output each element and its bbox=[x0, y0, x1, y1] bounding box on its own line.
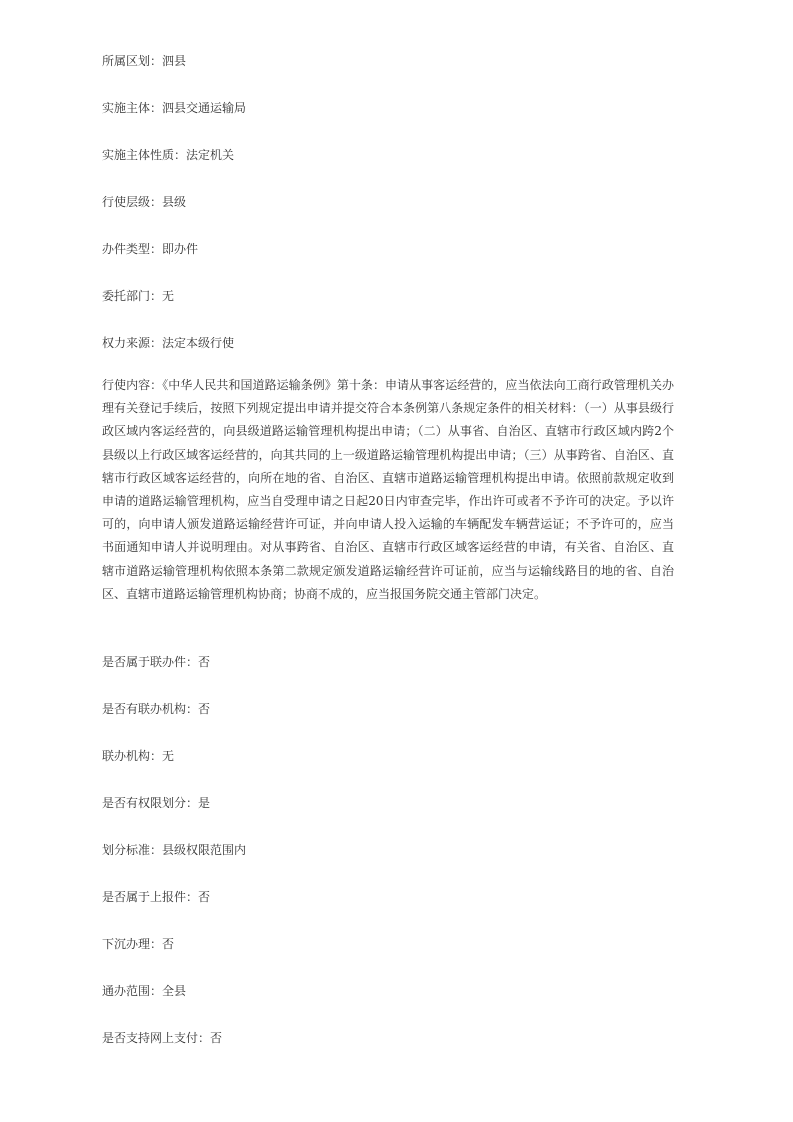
field-label: 联办机构： bbox=[102, 749, 163, 763]
field-label: 所属区划： bbox=[102, 54, 163, 68]
field-report-case bbox=[102, 889, 210, 905]
field-label: 是否有权限划分： bbox=[102, 796, 199, 810]
field-value: 是 bbox=[198, 796, 211, 810]
field-division-standard bbox=[102, 842, 246, 858]
field-implementing-body bbox=[102, 100, 246, 116]
field-value: 无 bbox=[162, 749, 175, 763]
field-label: 划分标准： bbox=[102, 843, 163, 857]
field-label: 行使层级： bbox=[102, 195, 163, 209]
field-label: 是否属于联办件： bbox=[102, 655, 199, 669]
field-label: 是否属于上报件： bbox=[102, 890, 199, 904]
field-value: 否 bbox=[162, 937, 175, 951]
field-case-type bbox=[102, 241, 198, 257]
field-label: 通办范围： bbox=[102, 984, 163, 998]
field-online-payment bbox=[102, 1030, 222, 1046]
field-label: 办件类型： bbox=[102, 242, 163, 256]
field-value: 全县 bbox=[162, 984, 187, 998]
field-label: 是否支持网上支付： bbox=[102, 1031, 211, 1045]
field-value: 泗县交通运输局 bbox=[162, 101, 247, 115]
field-has-joint-org bbox=[102, 701, 210, 717]
field-value: 否 bbox=[198, 702, 211, 716]
field-value: 即办件 bbox=[162, 242, 199, 256]
field-joint-case bbox=[102, 654, 210, 670]
field-label: 权力来源： bbox=[102, 336, 163, 350]
field-value: 否 bbox=[210, 1031, 223, 1045]
exercise-content-paragraph bbox=[102, 374, 674, 606]
field-value: 否 bbox=[198, 890, 211, 904]
field-label: 下沉办理： bbox=[102, 937, 163, 951]
field-value: 法定本级行使 bbox=[162, 336, 235, 350]
field-region bbox=[102, 53, 186, 69]
field-value: 无 bbox=[162, 289, 175, 303]
field-level bbox=[102, 194, 186, 210]
field-label: 实施主体： bbox=[102, 101, 163, 115]
field-label: 是否有联办机构： bbox=[102, 702, 199, 716]
field-delegated-handling bbox=[102, 936, 174, 952]
field-value: 县级权限范围内 bbox=[162, 843, 247, 857]
field-authority-division bbox=[102, 795, 210, 811]
field-label: 实施主体性质： bbox=[102, 148, 187, 162]
field-value: 县级 bbox=[162, 195, 187, 209]
field-label: 委托部门： bbox=[102, 289, 163, 303]
content-text: 《中华人民共和国道路运输条例》第十条：申请从事客运经营的，应当依法向工商行政管理机关办理有关登记手续后，按照下列规定提出申请并提交符合本条例第八条规定条件的相关材料：（一）从事县级行政区域内客运经营的，向县级道路运输管理机构提出申请；（二）从事省、自治区、直辖市行政区域内跨2个县级以上行政区域客运经营的，向其共同的上一级道路运输管理机构提出申请；（三）从事跨省、自治区、直辖市行政区域客运经营的，向所在地的省、自治区、直辖市道路运输管理机构提出申请。依照前款规定收到申请的道路运输管理机构，应当自受理申请之日起20日内审查完毕，作出许可或者不予许可的决定。予以许可的，向申请人颁发道路运输经营许可证，并向申请人投入运输的车辆配发车辆营运证；不予许可的，应当书面通知申请人并说明理由。对从事跨省、自治区、直辖市行政区域客运经营的申请，有关省、自治区、直辖市道路运输管理机构依照本条第二款规定颁发道路运输经营许可证前，应当与运输线路目的地的省、自治区、直辖市道路运输管理机构协商；协商不成的，应当报国务院交通主管部门决定。 bbox=[102, 378, 674, 601]
field-value: 法定机关 bbox=[186, 148, 235, 162]
field-value: 泗县 bbox=[162, 54, 187, 68]
field-value: 否 bbox=[198, 655, 211, 669]
field-body-nature bbox=[102, 147, 234, 163]
content-label: 行使内容： bbox=[102, 378, 163, 392]
field-entrusting-dept bbox=[102, 288, 174, 304]
field-joint-org bbox=[102, 748, 174, 764]
field-power-source bbox=[102, 335, 234, 351]
field-service-scope bbox=[102, 983, 186, 999]
